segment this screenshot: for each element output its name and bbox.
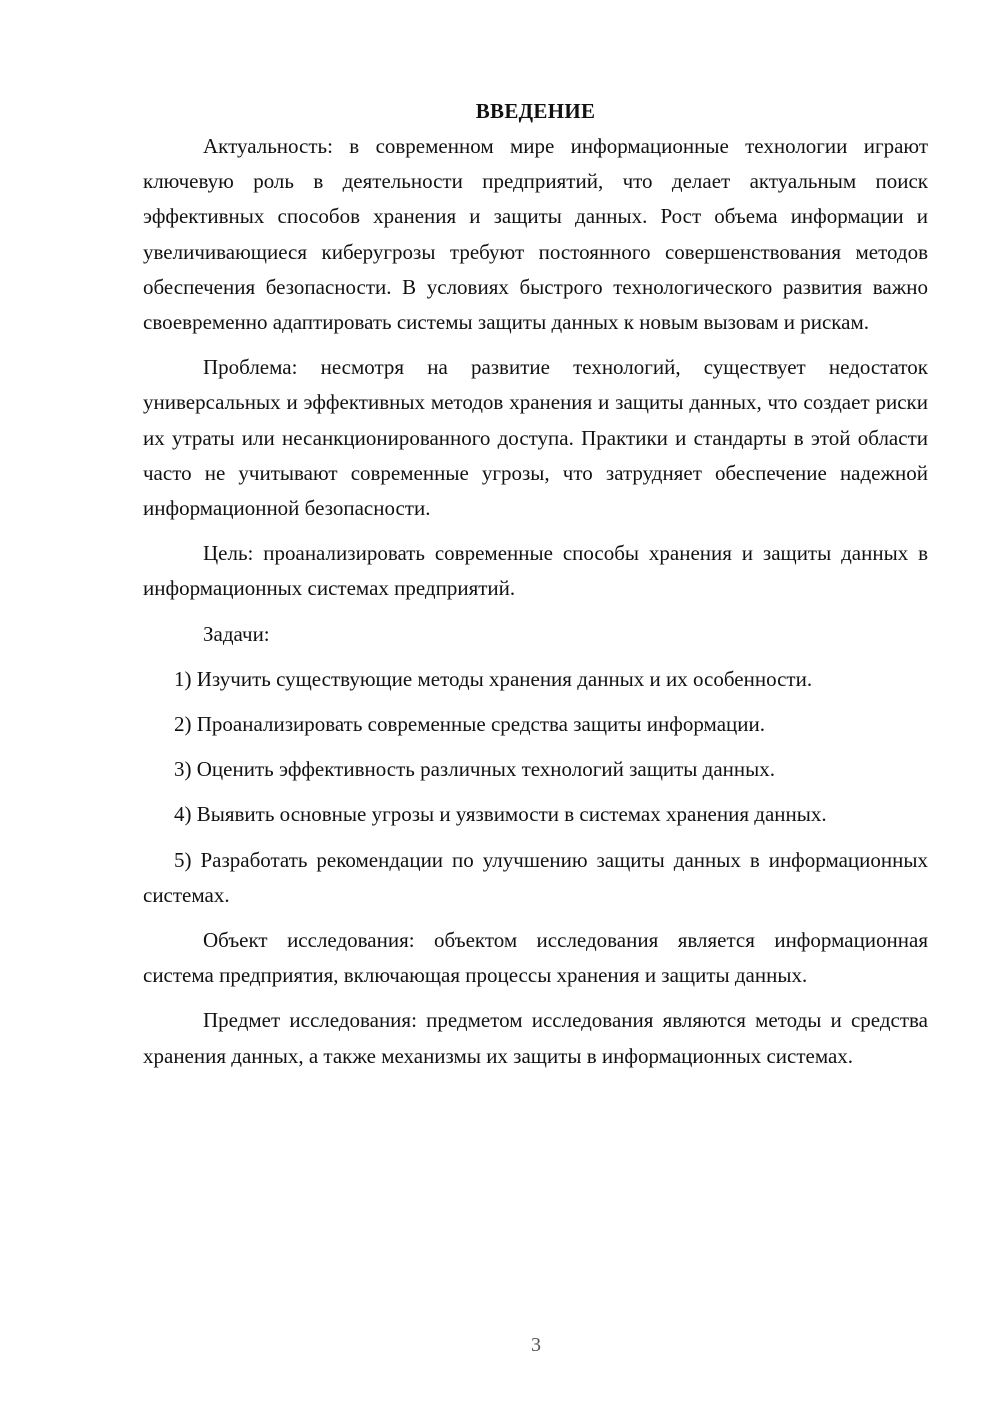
tasks-heading: Задачи: xyxy=(203,621,270,646)
paragraph-object: Объект исследования: объектом исследования является информационная система предприятия, включающая процессы хранения и защиты данных. xyxy=(143,928,928,988)
task-item-1: 1) Изучить существующие методы хранения данных и их особенности. xyxy=(174,666,813,691)
task-item-2: 2) Проанализировать современные средства защиты информации. xyxy=(174,712,765,737)
task-item-3: 3) Оценить эффективность различных технологий защиты данных. xyxy=(174,757,775,782)
task-item-5: 5) Разработать рекомендации по улучшению защиты данных в информационных системах. xyxy=(143,847,928,907)
paragraph-relevance: Актуальность: в современном мире информационные технологии играют ключевую роль в деятельности предприятий, что делает актуальным поиск эффективных способов хранения и защиты данных. Рост объема информации и увеличивающиеся киберугрозы требуют постоянного совершенствования методов обеспечения безопасности. В условиях быстрого технологического развития важно своевременно адаптировать системы защиты данных к новым вызовам и рискам. xyxy=(143,134,928,335)
paragraph-goal: Цель: проанализировать современные способы хранения и защиты данных в информационных системах предприятий. xyxy=(143,541,928,601)
paragraph-problem: Проблема: несмотря на развитие технологий, существует недостаток универсальных и эффективных методов хранения и защиты данных, что создает риски их утраты или несанкционированного доступа. Практики и стандарты в этой области часто не учитывают современные угрозы, что затрудняет обеспечение надежной информационной безопасности. xyxy=(143,355,928,521)
task-item-4: 4) Выявить основные угрозы и уязвимости в системах хранения данных. xyxy=(174,802,827,827)
page-number: 3 xyxy=(531,1334,541,1356)
document-body xyxy=(143,94,928,1074)
paragraph-subject: Предмет исследования: предметом исследования являются методы и средства хранения данных, а также механизмы их защиты в информационных системах. xyxy=(143,1008,928,1068)
section-title: ВВЕДЕНИЕ xyxy=(475,99,596,123)
